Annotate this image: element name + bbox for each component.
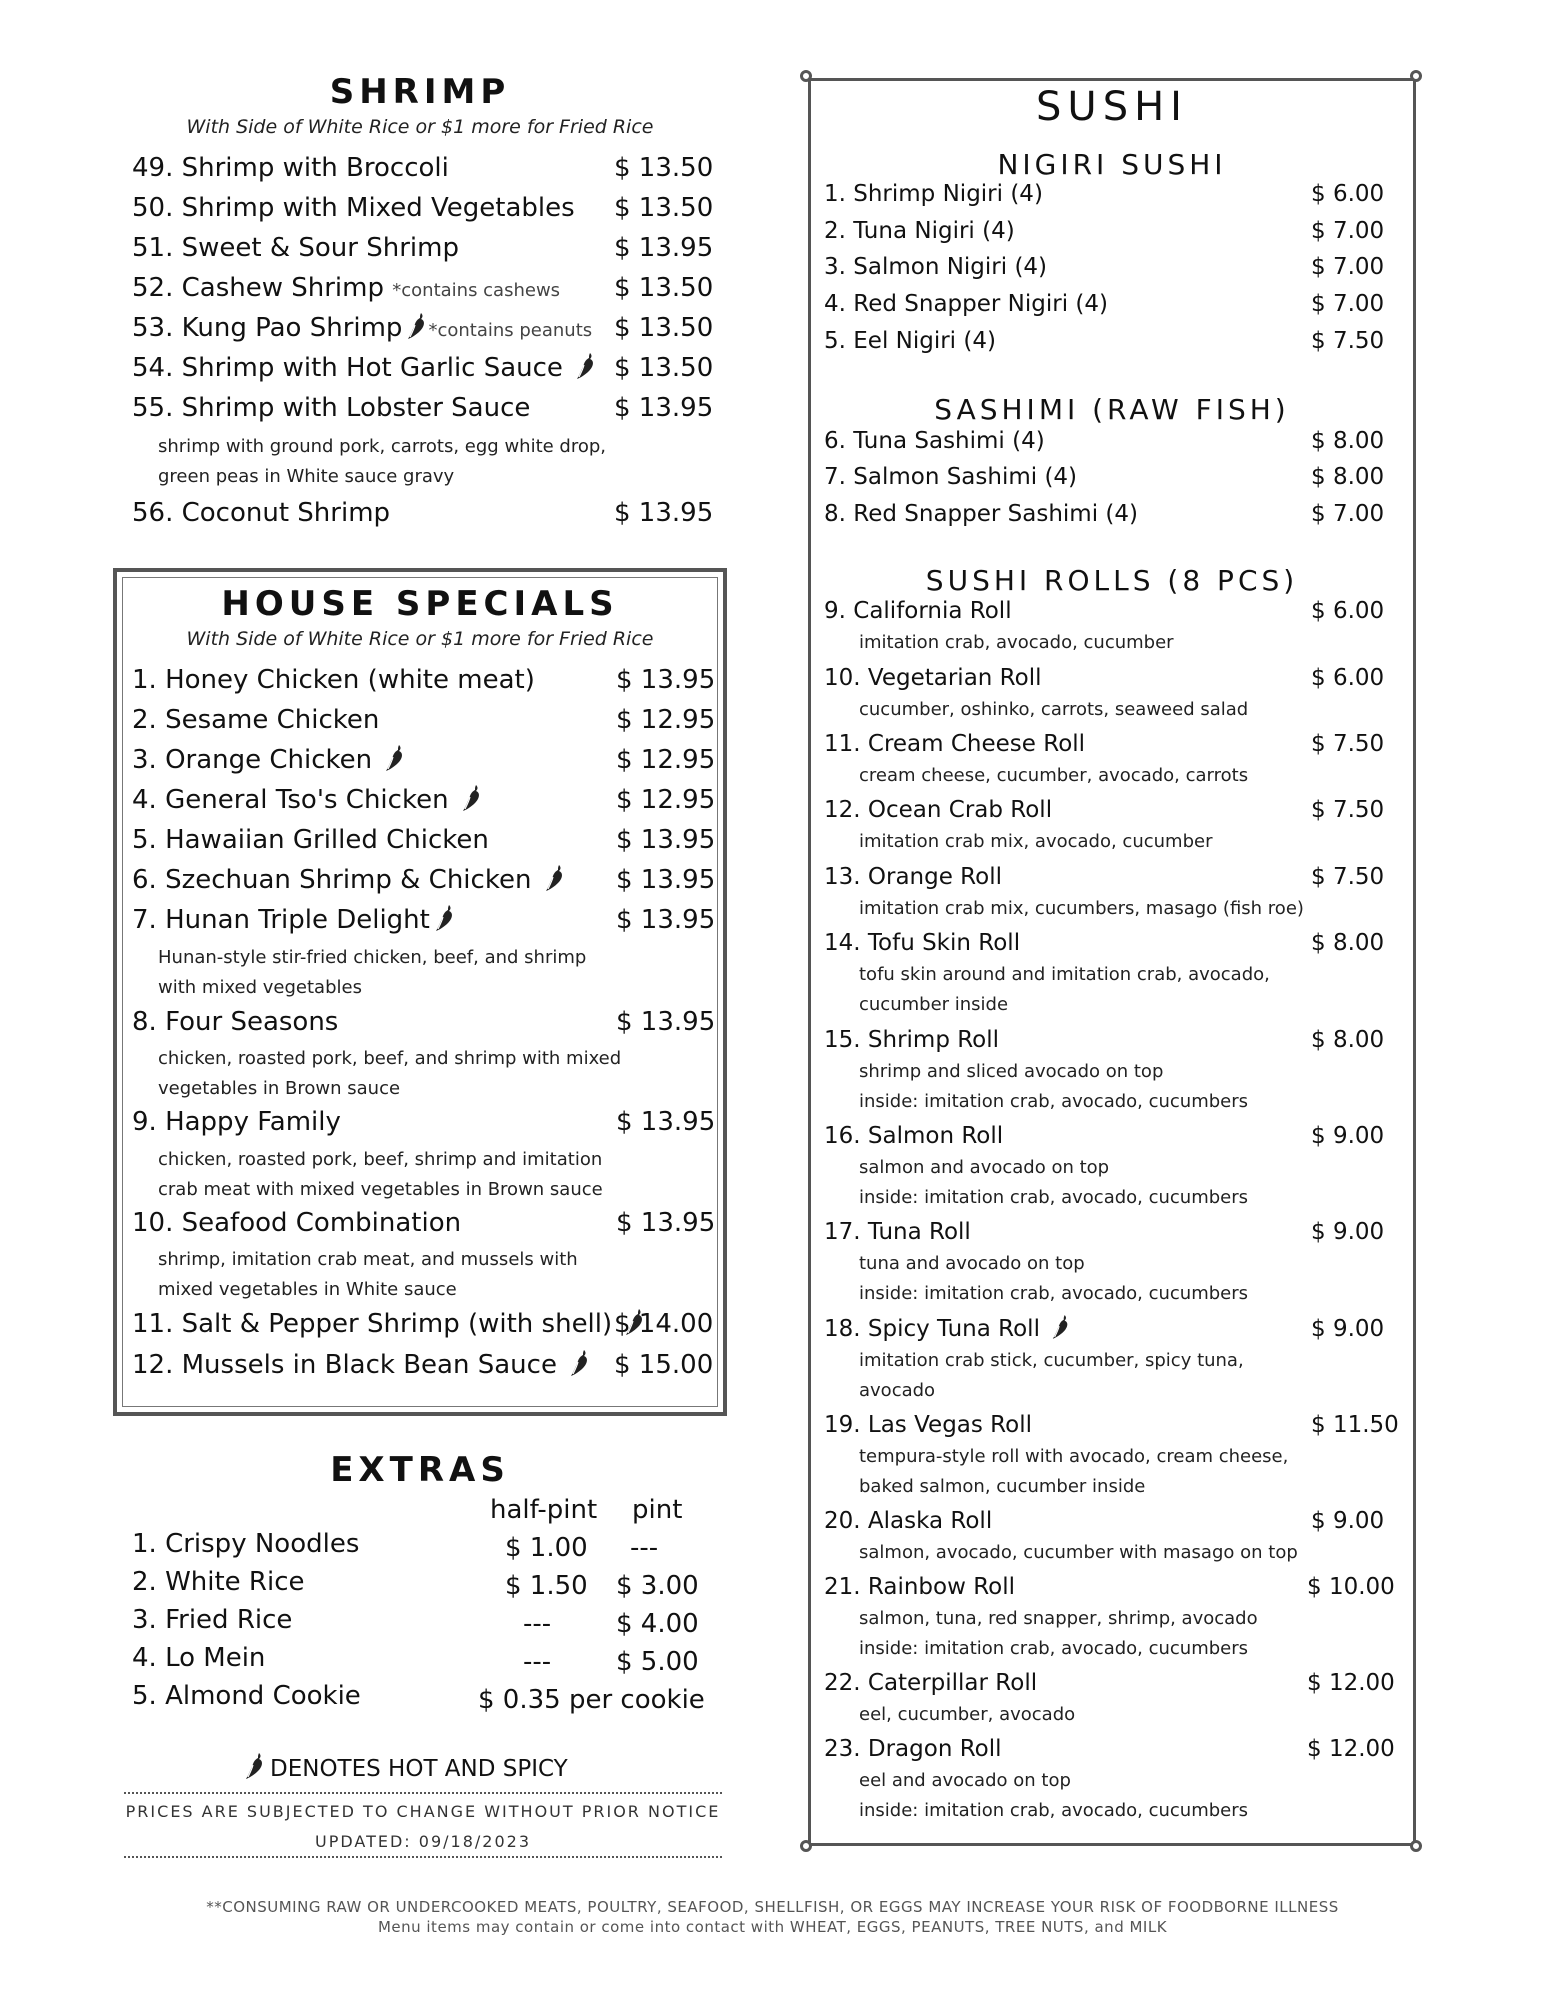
house-specials-title: HOUSE SPECIALS [221,584,619,624]
item-description: chicken, roasted pork, beef, and shrimp with mixed [158,1048,622,1069]
item-price: $ 13.50 [614,353,714,383]
item-description: salmon and avocado on top [859,1157,1110,1178]
item-note: *contains peanuts [428,320,593,341]
item-price: $ 8.00 [1311,428,1385,454]
menu-item [824,928,1394,958]
item-name: 17. Tuna Roll [824,1219,971,1245]
item-name: 8. Four Seasons [132,1007,339,1037]
menu-item [824,729,1394,759]
menu-item [824,462,1394,492]
item-description: cucumber inside [859,994,1009,1015]
item-description: eel, cucumber, avocado [859,1704,1076,1725]
menu-item [824,663,1394,693]
item-description: salmon, tuna, red snapper, shrimp, avocado [859,1608,1258,1629]
item-description: Hunan-style stir-fried chicken, beef, and shrimp [158,947,587,968]
shrimp-subtitle: With Side of White Rice or $1 more for Fried Rice [186,116,654,138]
item-name: 6. Tuna Sashimi (4) [824,428,1045,454]
item-price: $ 13.95 [614,498,714,528]
item-price: $ 13.95 [616,905,716,935]
item-price: $ 13.95 [616,1208,716,1238]
item-price: $ 9.00 [1311,1316,1385,1342]
divider [124,1856,722,1858]
shrimp-title: SHRIMP [329,72,511,112]
item-price: $ 6.00 [1311,598,1385,624]
chili-pepper-icon [544,864,566,892]
menu-item [824,499,1394,529]
item-price: $ 9.00 [1311,1123,1385,1149]
item-description: inside: imitation crab, avocado, cucumbers [859,1091,1249,1112]
item-price: $ 13.95 [616,1107,716,1137]
item-price: $ 13.95 [614,233,714,263]
item-name: 2. Sesame Chicken [132,705,380,735]
item-description: shrimp, imitation crab meat, and mussels with [158,1249,578,1270]
item-price: $ 12.95 [616,705,716,735]
column-header-pint: pint [632,1495,683,1525]
item-price: $ 12.00 [1307,1670,1395,1696]
item-name: 50. Shrimp with Mixed Vegetables [132,193,575,223]
item-price: $ 8.00 [1311,464,1385,490]
extras-half-price: $ 1.50 [505,1571,588,1601]
spicy-legend-text: DENOTES HOT AND SPICY [270,1756,568,1782]
menu-item [824,596,1394,626]
item-price: $ 13.50 [614,153,714,183]
item-price: $ 13.50 [614,273,714,303]
chili-pepper-icon [1051,1314,1071,1340]
extras-pint-price: $ 3.00 [616,1571,699,1601]
item-price: $ 13.50 [614,313,714,343]
house-specials-subtitle: With Side of White Rice or $1 more for Fried Rice [186,628,654,650]
menu-item [824,862,1394,892]
item-name: 11. Cream Cheese Roll [824,731,1086,757]
item-name: 4. General Tso's Chicken [132,785,449,815]
item-name: 8. Red Snapper Sashimi (4) [824,501,1138,527]
item-price: $ 11.50 [1311,1412,1399,1438]
item-description: with mixed vegetables [158,977,362,998]
item-price: $ 13.95 [616,865,716,895]
chili-pepper-icon [569,1349,591,1377]
item-name: 9. California Roll [824,598,1012,624]
menu-item [824,795,1394,825]
item-name: 1. Shrimp Nigiri (4) [824,181,1043,207]
item-price: $ 13.50 [614,193,714,223]
item-price: $ 6.00 [1311,665,1385,691]
menu-item [824,1025,1394,1055]
menu-item [824,1217,1394,1247]
item-price: $ 7.50 [1311,731,1385,757]
extras-item-name: 4. Lo Mein [132,1643,266,1673]
item-name: 19. Las Vegas Roll [824,1412,1032,1438]
item-price: $ 9.00 [1311,1219,1385,1245]
frame-corner-ornament [800,1840,812,1852]
nigiri-title: NIGIRI SUSHI [997,148,1227,181]
item-name: 49. Shrimp with Broccoli [132,153,449,183]
extras-half-price: --- [523,1647,552,1677]
item-name: 10. Seafood Combination [132,1208,462,1238]
item-price: $ 7.00 [1311,501,1385,527]
item-price: $ 9.00 [1311,1508,1385,1534]
allergen-notice: Menu items may contain or come into contact with WHEAT, EGGS, PEANUTS, TREE NUTS, and MILK [377,1918,1168,1936]
column-header-half-pint: half-pint [490,1495,598,1525]
item-price: $ 12.95 [616,745,716,775]
menu-item [824,426,1394,456]
item-name: 5. Hawaiian Grilled Chicken [132,825,489,855]
item-price: $ 7.00 [1311,291,1385,317]
menu-item [824,1121,1394,1151]
item-description: imitation crab stick, cucumber, spicy tuna, [859,1350,1244,1371]
frame-corner-ornament [1410,1840,1422,1852]
item-price: $ 12.95 [616,785,716,815]
extras-half-price: --- [523,1609,552,1639]
item-price: $ 10.00 [1307,1574,1395,1600]
menu-item [824,1572,1394,1602]
item-name: 21. Rainbow Roll [824,1574,1016,1600]
item-description: vegetables in Brown sauce [158,1078,401,1099]
item-description: shrimp and sliced avocado on top [859,1061,1164,1082]
item-description: imitation crab mix, cucumbers, masago (fish roe) [859,898,1304,919]
extras-pint-price: --- [630,1533,659,1563]
extras-half-price: $ 1.00 [505,1533,588,1563]
item-description: inside: imitation crab, avocado, cucumbers [859,1283,1249,1304]
item-name: 55. Shrimp with Lobster Sauce [132,393,531,423]
item-name: 18. Spicy Tuna Roll [824,1316,1040,1342]
item-name: 52. Cashew Shrimp [132,273,384,303]
item-price: $ 13.95 [616,1007,716,1037]
item-name: 7. Hunan Triple Delight [132,905,430,935]
item-price: $ 14.00 [614,1309,714,1339]
item-name: 12. Mussels in Black Bean Sauce [132,1350,557,1380]
item-price: $ 7.50 [1311,797,1385,823]
menu-item [824,289,1394,319]
item-price: $ 8.00 [1311,930,1385,956]
chili-pepper-icon [434,904,456,932]
divider [124,1792,722,1794]
menu-item [824,326,1394,356]
price-notice: PRICES ARE SUBJECTED TO CHANGE WITHOUT PRIOR NOTICE [125,1802,721,1821]
item-description: green peas in White sauce gravy [158,466,455,487]
item-price: $ 12.00 [1307,1736,1395,1762]
updated-date: UPDATED: 09/18/2023 [315,1832,531,1851]
item-description: inside: imitation crab, avocado, cucumbers [859,1638,1249,1659]
item-price: $ 7.00 [1311,218,1385,244]
item-description: crab meat with mixed vegetables in Brown sauce [158,1179,603,1200]
spicy-legend [244,1752,568,1782]
item-name: 6. Szechuan Shrimp & Chicken [132,865,532,895]
item-description: tofu skin around and imitation crab, avocado, [859,964,1270,985]
item-name: 10. Vegetarian Roll [824,665,1042,691]
item-name: 53. Kung Pao Shrimp [132,313,403,343]
frame-corner-ornament [800,70,812,82]
item-name: 14. Tofu Skin Roll [824,930,1021,956]
item-name: 4. Red Snapper Nigiri (4) [824,291,1108,317]
item-name: 13. Orange Roll [824,864,1002,890]
item-description: imitation crab mix, avocado, cucumber [859,831,1213,852]
item-description: cream cheese, cucumber, avocado, carrots [859,765,1249,786]
extras-item-name: 5. Almond Cookie [132,1681,361,1711]
chili-pepper-icon [461,784,483,812]
menu-item [824,216,1394,246]
item-price: $ 7.50 [1311,328,1385,354]
item-description: baked salmon, cucumber inside [859,1476,1146,1497]
extras-title: EXTRAS [330,1450,510,1490]
item-name: 16. Salmon Roll [824,1123,1004,1149]
item-price: $ 13.95 [616,665,716,695]
item-name: 23. Dragon Roll [824,1736,1002,1762]
item-name: 5. Eel Nigiri (4) [824,328,996,354]
item-name: 11. Salt & Pepper Shrimp (with shell) [132,1309,613,1339]
item-price: $ 7.50 [1311,864,1385,890]
sushi-rolls-title: SUSHI ROLLS (8 PCS) [925,564,1299,597]
extras-pint-price: $ 5.00 [616,1647,699,1677]
item-price: $ 13.95 [616,825,716,855]
chili-pepper-icon [575,352,597,380]
item-description: eel and avocado on top [859,1770,1071,1791]
item-name: 3. Salmon Nigiri (4) [824,254,1048,280]
item-price: $ 15.00 [614,1350,714,1380]
item-description: chicken, roasted pork, beef, shrimp and imitation [158,1149,603,1170]
menu-item [824,179,1394,209]
item-description: salmon, avocado, cucumber with masago on top [859,1542,1298,1563]
item-name: 3. Orange Chicken [132,745,373,775]
item-name: 2. Tuna Nigiri (4) [824,218,1015,244]
item-name: 51. Sweet & Sour Shrimp [132,233,459,263]
item-name: 15. Shrimp Roll [824,1027,1000,1053]
item-name: 12. Ocean Crab Roll [824,797,1053,823]
item-name: 1. Honey Chicken (white meat) [132,665,535,695]
extras-item-name: 1. Crispy Noodles [132,1529,360,1559]
chili-pepper-icon [384,744,406,772]
menu-item [824,1314,1394,1344]
frame-corner-ornament [1410,70,1422,82]
extras-item-name: 3. Fried Rice [132,1605,293,1635]
item-price: $ 7.00 [1311,254,1385,280]
item-description: tuna and avocado on top [859,1253,1085,1274]
extras-item-price: $ 0.35 per cookie [478,1685,705,1715]
item-description: inside: imitation crab, avocado, cucumbers [859,1800,1249,1821]
extras-pint-price: $ 4.00 [616,1609,699,1639]
menu-item [824,1668,1394,1698]
item-price: $ 8.00 [1311,1027,1385,1053]
item-description: tempura-style roll with avocado, cream cheese, [859,1446,1289,1467]
item-name: 22. Caterpillar Roll [824,1670,1038,1696]
extras-item-name: 2. White Rice [132,1567,305,1597]
item-name: 7. Salmon Sashimi (4) [824,464,1078,490]
health-warning: **CONSUMING RAW OR UNDERCOOKED MEATS, POULTRY, SEAFOOD, SHELLFISH, OR EGGS MAY INCREASE YOUR RISK OF FOODBORNE ILLNESS [206,1898,1339,1916]
item-description: inside: imitation crab, avocado, cucumbers [859,1187,1249,1208]
sashimi-title: SASHIMI (RAW FISH) [934,393,1290,426]
item-name: 56. Coconut Shrimp [132,498,391,528]
menu-item [824,252,1394,282]
sushi-title: SUSHI [1036,84,1188,130]
item-description: imitation crab, avocado, cucumber [859,632,1174,653]
item-name: 54. Shrimp with Hot Garlic Sauce [132,353,563,383]
menu-item [824,1734,1394,1764]
item-description: shrimp with ground pork, carrots, egg white drop, [158,436,607,457]
chili-pepper-icon [244,1752,266,1780]
menu-item [824,1410,1399,1440]
item-name: 20. Alaska Roll [824,1508,993,1534]
item-description: mixed vegetables in White sauce [158,1279,457,1300]
item-note: *contains cashews [392,280,561,301]
chili-pepper-icon [406,312,428,340]
menu-item [824,1506,1394,1536]
item-description: avocado [859,1380,936,1401]
item-price: $ 6.00 [1311,181,1385,207]
item-price: $ 13.95 [614,393,714,423]
item-name: 9. Happy Family [132,1107,341,1137]
item-description: cucumber, oshinko, carrots, seaweed salad [859,699,1249,720]
